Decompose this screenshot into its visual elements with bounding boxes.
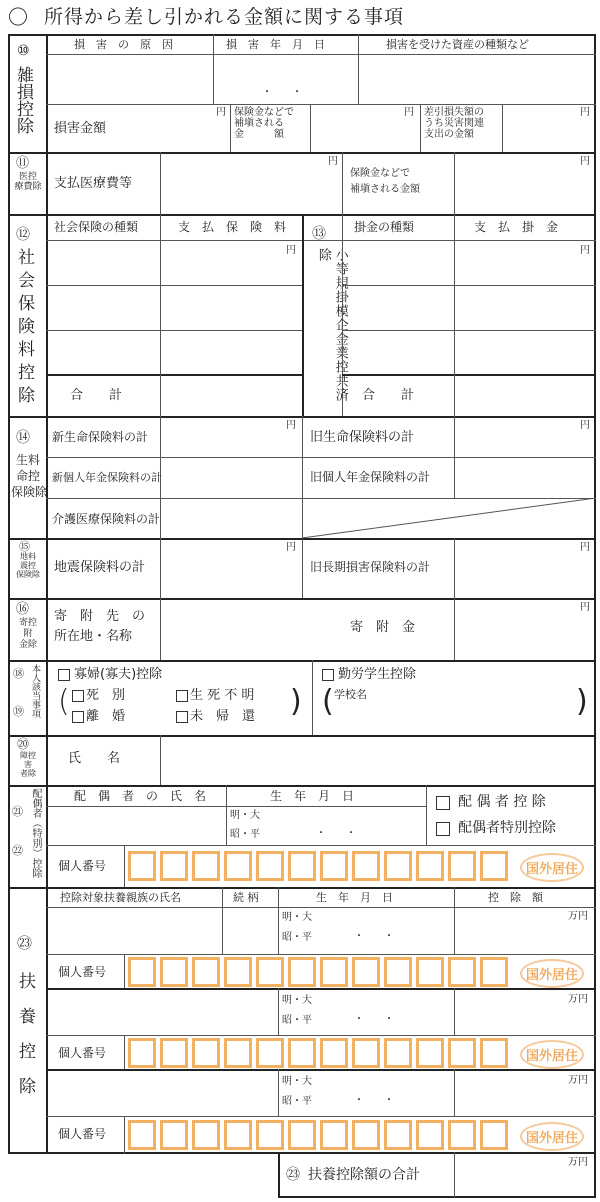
dep1-era-1: 明・大 (282, 912, 312, 923)
small-business-label: 小等規掛模企金業控共済除 (315, 248, 348, 402)
loss-amount-label: 損害金額 (54, 121, 107, 136)
dep1-abroad-stamp[interactable]: 国外居住 (520, 959, 584, 988)
donee-label: 寄 附 先 の 所在地・名称 (54, 609, 146, 644)
paren-left: ( (58, 684, 70, 719)
earthquake-label: 地料 震控 保険除 (16, 552, 40, 579)
paren-right: ) (290, 684, 302, 719)
paren-right-school: ) (576, 684, 588, 719)
dep2-era-1: 明・大 (282, 995, 312, 1006)
spouse-birth-dots[interactable]: ・ ・ (316, 828, 356, 839)
header-loss-date: 損 害 年 月 日 (226, 38, 325, 51)
spouse-special-checkbox[interactable] (436, 822, 450, 836)
dep3-mynumber-boxes[interactable] (128, 1120, 512, 1150)
dep1-mynumber-label: 個人番号 (58, 965, 107, 979)
small-business-header-paid: 支 払 掛 金 (474, 220, 559, 234)
loss-disaster-label: 差引損失額の うち災害関連 支出の金額 (424, 107, 484, 141)
medical-paid-label: 支払医療費等 (54, 176, 133, 191)
dep1-birth-dots[interactable]: ・ ・ (354, 931, 394, 942)
spouse-deduction-checkbox[interactable] (436, 796, 450, 810)
spouse-mynumber-label: 個人番号 (58, 859, 107, 873)
spouse-label: 配偶者（特別）控除 (30, 788, 41, 878)
old-life-label: 旧生命保険料の計 (310, 430, 415, 445)
new-life-yen: 円 (286, 420, 296, 431)
spouse-header-name: 配 偶 者 の 氏 名 (74, 789, 207, 803)
spouse-number-b: ㉒ (12, 844, 23, 857)
new-pension-label: 新個人年金保険料の計 (52, 471, 162, 484)
opt-unknown-label: 生 死 不 明 (190, 688, 255, 703)
care-label: 介護医療保険料の計 (52, 512, 161, 526)
medical-label: 医控 療費除 (14, 172, 42, 193)
social-header-paid: 支 払 保 険 料 (178, 220, 287, 234)
dependents-label: 扶養控除 (15, 972, 35, 1112)
dep2-mynumber-boxes[interactable] (128, 1038, 512, 1068)
student-label: 勤労学生控除 (338, 667, 417, 682)
student-checkbox[interactable] (322, 669, 334, 681)
social-yen: 円 (286, 245, 296, 256)
dep2-birth-dots[interactable]: ・ ・ (354, 1014, 394, 1025)
donation-label: 寄控 附 金除 (18, 618, 37, 650)
spouse-deduction-label: 配 偶 者 控 除 (458, 794, 546, 810)
disability-number: ⑳ (17, 737, 30, 751)
old-long-term-yen: 円 (580, 542, 590, 553)
void-diagonal (302, 498, 596, 538)
disability-label: 障控 害 者除 (20, 751, 36, 778)
dep-header-amount: 控 除 額 (488, 891, 543, 904)
old-pension-label: 旧個人年金保険料の計 (310, 470, 431, 484)
opt-divorced-checkbox[interactable] (72, 711, 84, 723)
earthquake-label-text: 地震保険料の計 (54, 560, 146, 575)
dep1-man-yen: 万円 (568, 911, 588, 922)
old-life-yen: 円 (580, 420, 590, 431)
title-circle: 〇 (8, 5, 28, 29)
header-loss-cause: 損 害 の 原 因 (74, 38, 173, 51)
disability-name-label: 氏 名 (68, 751, 121, 766)
dependents-number: ㉓ (17, 934, 33, 952)
social-header-type: 社会保険の種類 (54, 220, 139, 234)
dep2-abroad-stamp[interactable]: 国外居住 (520, 1040, 584, 1069)
school-label: 学校名 (334, 688, 367, 701)
social-total-label: 合 計 (70, 388, 123, 403)
earthquake-number: ⑮ (19, 540, 30, 553)
page-title: 所得から差し引かれる金額に関する事項 (44, 6, 405, 28)
opt-unknown-checkbox[interactable] (176, 690, 188, 702)
personal-number-b: ⑲ (13, 705, 24, 718)
loss-insurance-label: 保険金などで 補塡される 金 額 (234, 107, 294, 141)
donation-number: ⑯ (16, 602, 30, 617)
dependents-total-label: 扶養控除額の合計 (308, 1167, 420, 1183)
dep-header-name: 控除対象扶養親族の氏名 (60, 891, 181, 904)
spouse-era-1: 明・大 (230, 810, 260, 821)
dep3-birth-dots[interactable]: ・ ・ (354, 1095, 394, 1106)
opt-bereaved-checkbox[interactable] (72, 690, 84, 702)
opt-unreturned-label: 未 帰 還 (190, 709, 256, 724)
dep2-man-yen: 万円 (568, 994, 588, 1005)
dep3-era-1: 明・大 (282, 1076, 312, 1087)
paren-left-school: ( (322, 684, 334, 719)
life-number: ⑭ (16, 430, 30, 446)
dep1-mynumber-boxes[interactable] (128, 957, 512, 987)
spouse-header-birth: 生 年 月 日 (270, 789, 355, 803)
loss-date-dots[interactable]: ・ ・ (262, 87, 302, 98)
loss-insurance-yen: 円 (404, 107, 414, 118)
small-business-total-label: 合 計 (362, 388, 415, 403)
opt-unreturned-checkbox[interactable] (176, 711, 188, 723)
life-label: 生料 命控 保険除 (11, 453, 48, 500)
medical-insurance-label: 保険金などで 補塡される金額 (350, 168, 420, 195)
new-life-label: 新生命保険料の計 (52, 430, 149, 444)
loss-disaster-yen: 円 (580, 107, 590, 118)
dep-header-birth: 生 年 月 日 (316, 891, 393, 904)
dep2-era-2: 昭・平 (282, 1015, 312, 1026)
dep1-era-2: 昭・平 (282, 932, 312, 943)
dep2-mynumber-label: 個人番号 (58, 1046, 107, 1060)
dependents-total-number: ㉓ (286, 1167, 300, 1183)
misc-loss-number: ⑩ (17, 43, 30, 59)
old-long-term-label: 旧長期損害保険料の計 (310, 560, 431, 574)
spouse-mynumber-boxes[interactable] (128, 851, 512, 881)
personal-number-a: ⑱ (13, 667, 24, 680)
widow-checkbox[interactable] (58, 669, 70, 681)
medical-number: ⑪ (16, 156, 30, 171)
medical-paid-yen: 円 (328, 156, 338, 167)
small-business-header-type: 掛金の種類 (354, 220, 415, 234)
widow-label: 寡婦(寡夫)控除 (74, 667, 163, 682)
opt-divorced-label: 離 婚 (86, 709, 126, 724)
header-loss-assets: 損害を受けた資産の種類など (386, 38, 529, 51)
dep3-mynumber-label: 個人番号 (58, 1127, 107, 1141)
medical-insurance-yen: 円 (580, 156, 590, 167)
dep3-man-yen: 万円 (568, 1075, 588, 1086)
misc-loss-label: 雑損控除 (13, 66, 33, 134)
dep-header-rel: 続 柄 (233, 891, 259, 904)
small-business-yen: 円 (580, 245, 590, 256)
social-number: ⑫ (16, 227, 30, 243)
spouse-abroad-stamp[interactable]: 国外居住 (520, 853, 584, 882)
donation-amount-label: 寄 附 金 (350, 620, 416, 635)
spouse-era-2: 昭・平 (230, 829, 260, 840)
dep3-era-2: 昭・平 (282, 1096, 312, 1107)
dependents-total-man-yen: 万円 (568, 1157, 588, 1168)
donation-yen: 円 (580, 602, 590, 613)
earthquake-yen: 円 (286, 542, 296, 553)
small-business-number: ⑬ (312, 226, 326, 242)
spouse-special-label: 配偶者特別控除 (458, 820, 556, 836)
personal-label: 本人該当事項 (30, 664, 40, 718)
loss-amount-yen: 円 (216, 107, 226, 118)
spouse-number-a: ㉑ (12, 805, 23, 818)
dep3-abroad-stamp[interactable]: 国外居住 (520, 1122, 584, 1151)
social-label: 社会保険料控除 (14, 248, 34, 409)
opt-bereaved-label: 死 別 (86, 688, 126, 703)
